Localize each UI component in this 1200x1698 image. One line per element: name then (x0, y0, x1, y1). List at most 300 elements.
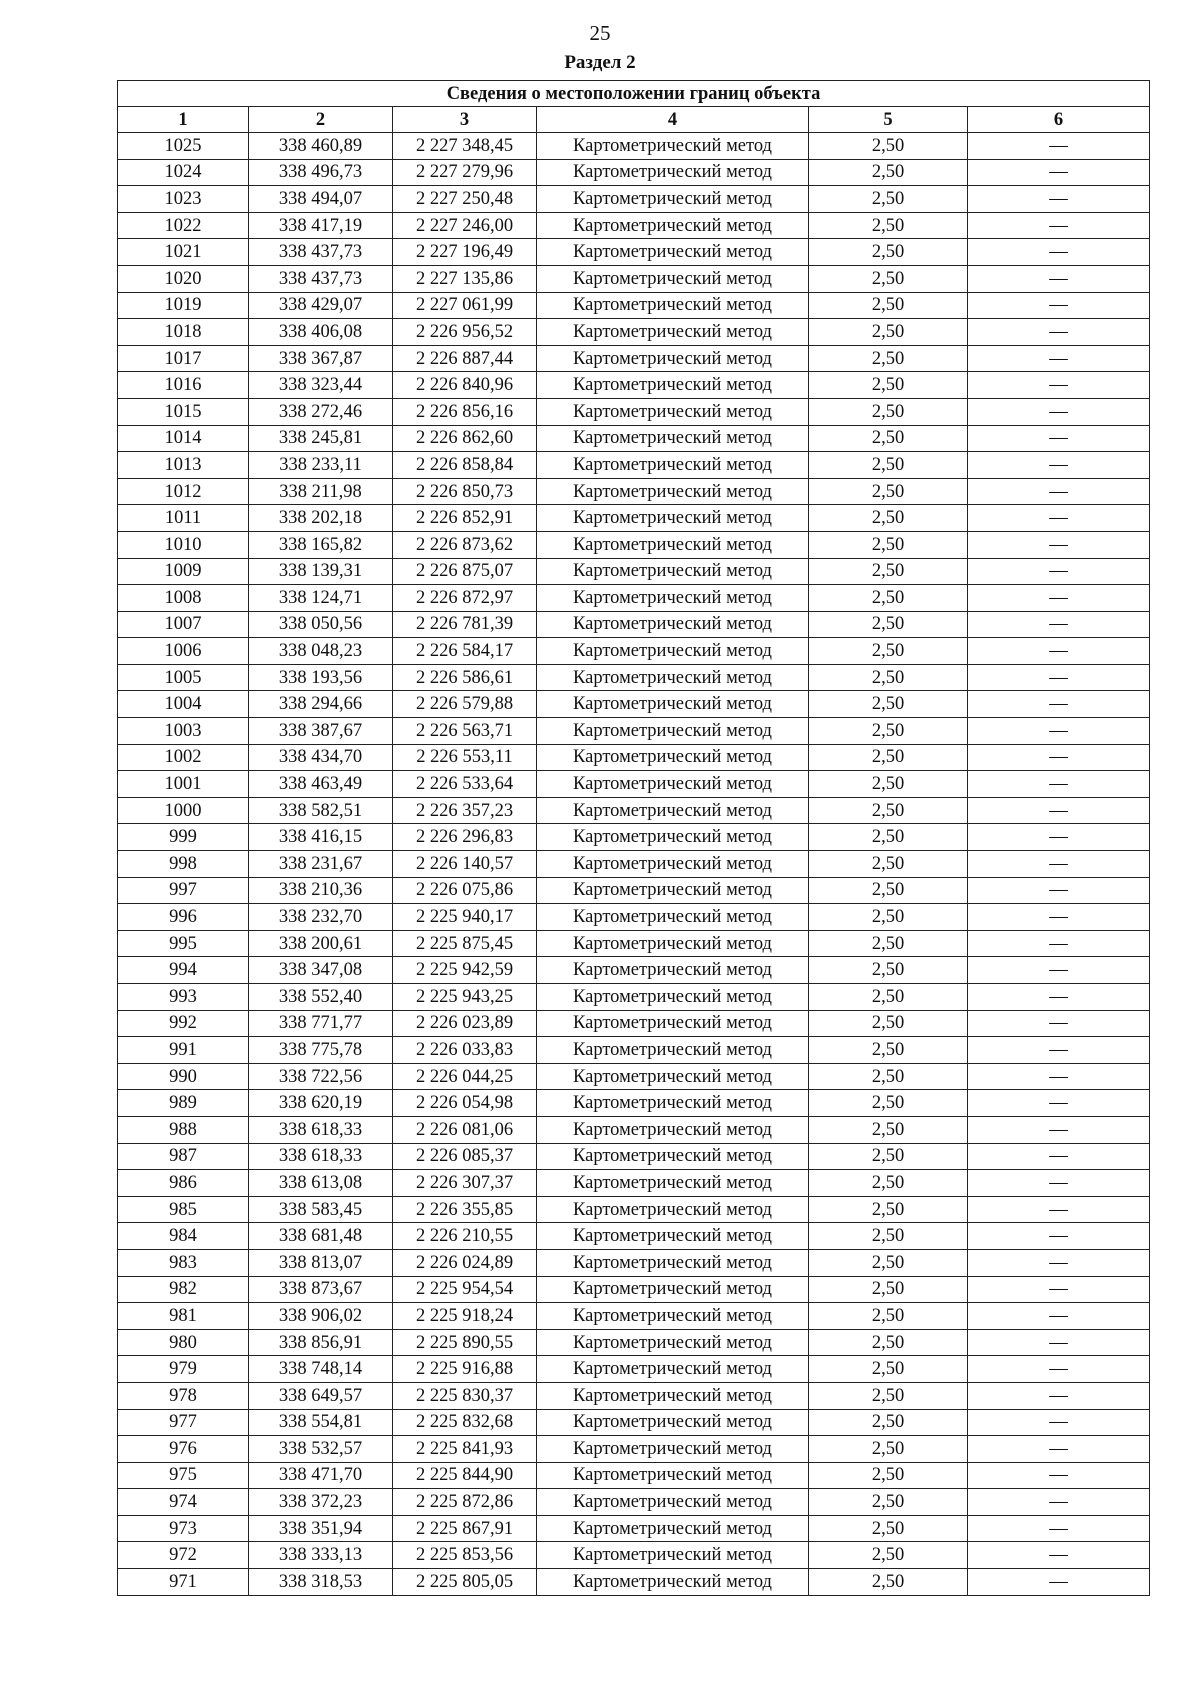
point-number-cell: 978 (118, 1382, 249, 1409)
x-coordinate-cell: 338 471,70 (249, 1462, 393, 1489)
method-cell: Картометрический метод (537, 398, 809, 425)
table-body (118, 133, 1150, 1596)
y-coordinate-cell: 2 225 867,91 (393, 1515, 537, 1542)
y-coordinate-cell: 2 225 940,17 (393, 904, 537, 931)
point-number-cell: 996 (118, 904, 249, 931)
x-coordinate-cell: 338 318,53 (249, 1569, 393, 1596)
x-coordinate-cell: 338 618,33 (249, 1116, 393, 1143)
method-cell: Картометрический метод (537, 1249, 809, 1276)
accuracy-cell: 2,50 (809, 984, 968, 1011)
y-coordinate-cell: 2 226 858,84 (393, 452, 537, 479)
accuracy-cell: 2,50 (809, 691, 968, 718)
description-cell: — (968, 904, 1150, 931)
y-coordinate-cell: 2 225 875,45 (393, 930, 537, 957)
description-cell: — (968, 1196, 1150, 1223)
method-cell: Картометрический метод (537, 265, 809, 292)
x-coordinate-cell: 338 583,45 (249, 1196, 393, 1223)
y-coordinate-cell: 2 226 075,86 (393, 877, 537, 904)
table-row (118, 797, 1150, 824)
accuracy-cell: 2,50 (809, 1143, 968, 1170)
description-cell: — (968, 1249, 1150, 1276)
y-coordinate-cell: 2 226 862,60 (393, 425, 537, 452)
method-cell: Картометрический метод (537, 1010, 809, 1037)
accuracy-cell: 2,50 (809, 1382, 968, 1409)
point-number-cell: 980 (118, 1329, 249, 1356)
x-coordinate-cell: 338 532,57 (249, 1436, 393, 1463)
point-number-cell: 991 (118, 1037, 249, 1064)
x-coordinate-cell: 338 437,73 (249, 265, 393, 292)
point-number-cell: 1018 (118, 319, 249, 346)
point-number-cell: 1003 (118, 718, 249, 745)
point-number-cell: 985 (118, 1196, 249, 1223)
method-cell: Картометрический метод (537, 797, 809, 824)
table-row (118, 452, 1150, 479)
accuracy-cell: 2,50 (809, 1037, 968, 1064)
point-number-cell: 1009 (118, 558, 249, 585)
accuracy-cell: 2,50 (809, 1409, 968, 1436)
table-row (118, 1462, 1150, 1489)
accuracy-cell: 2,50 (809, 1515, 968, 1542)
accuracy-cell: 2,50 (809, 1276, 968, 1303)
accuracy-cell: 2,50 (809, 1303, 968, 1330)
point-number-cell: 1019 (118, 292, 249, 319)
description-cell: — (968, 1303, 1150, 1330)
description-cell: — (968, 1489, 1150, 1516)
accuracy-cell: 2,50 (809, 1569, 968, 1596)
method-cell: Картометрический метод (537, 452, 809, 479)
method-cell: Картометрический метод (537, 611, 809, 638)
x-coordinate-cell: 338 232,70 (249, 904, 393, 931)
point-number-cell: 993 (118, 984, 249, 1011)
accuracy-cell: 2,50 (809, 265, 968, 292)
table-row (118, 531, 1150, 558)
point-number-cell: 1022 (118, 212, 249, 239)
description-cell: — (968, 239, 1150, 266)
point-number-cell: 1000 (118, 797, 249, 824)
y-coordinate-cell: 2 226 044,25 (393, 1063, 537, 1090)
y-coordinate-cell: 2 226 850,73 (393, 478, 537, 505)
accuracy-cell: 2,50 (809, 877, 968, 904)
y-coordinate-cell: 2 227 135,86 (393, 265, 537, 292)
point-number-cell: 995 (118, 930, 249, 957)
x-coordinate-cell: 338 211,98 (249, 478, 393, 505)
point-number-cell: 983 (118, 1249, 249, 1276)
description-cell: — (968, 1569, 1150, 1596)
table-row (118, 398, 1150, 425)
accuracy-cell: 2,50 (809, 797, 968, 824)
point-number-cell: 986 (118, 1170, 249, 1197)
point-number-cell: 1006 (118, 638, 249, 665)
point-number-cell: 989 (118, 1090, 249, 1117)
table-row (118, 345, 1150, 372)
accuracy-cell: 2,50 (809, 531, 968, 558)
x-coordinate-cell: 338 351,94 (249, 1515, 393, 1542)
method-cell: Картометрический метод (537, 877, 809, 904)
point-number-cell: 972 (118, 1542, 249, 1569)
description-cell: — (968, 398, 1150, 425)
y-coordinate-cell: 2 226 852,91 (393, 505, 537, 532)
description-cell: — (968, 133, 1150, 160)
method-cell: Картометрический метод (537, 239, 809, 266)
x-coordinate-cell: 338 620,19 (249, 1090, 393, 1117)
table-row (118, 159, 1150, 186)
point-number-cell: 1001 (118, 771, 249, 798)
y-coordinate-cell: 2 226 872,97 (393, 585, 537, 612)
point-number-cell: 1008 (118, 585, 249, 612)
point-number-cell: 1024 (118, 159, 249, 186)
point-number-cell: 984 (118, 1223, 249, 1250)
x-coordinate-cell: 338 429,07 (249, 292, 393, 319)
x-coordinate-cell: 338 552,40 (249, 984, 393, 1011)
accuracy-cell: 2,50 (809, 718, 968, 745)
description-cell: — (968, 212, 1150, 239)
table-row (118, 1063, 1150, 1090)
table-row (118, 186, 1150, 213)
boundary-coordinates-table (117, 80, 1150, 1596)
table-row (118, 957, 1150, 984)
table-row (118, 292, 1150, 319)
x-coordinate-cell: 338 272,46 (249, 398, 393, 425)
point-number-cell: 1007 (118, 611, 249, 638)
x-coordinate-cell: 338 231,67 (249, 851, 393, 878)
y-coordinate-cell: 2 226 296,83 (393, 824, 537, 851)
description-cell: — (968, 1037, 1150, 1064)
method-cell: Картометрический метод (537, 1409, 809, 1436)
x-coordinate-cell: 338 139,31 (249, 558, 393, 585)
x-coordinate-cell: 338 494,07 (249, 186, 393, 213)
description-cell: — (968, 1436, 1150, 1463)
description-cell: — (968, 505, 1150, 532)
y-coordinate-cell: 2 226 357,23 (393, 797, 537, 824)
point-number-cell: 979 (118, 1356, 249, 1383)
description-cell: — (968, 1542, 1150, 1569)
y-coordinate-cell: 2 226 081,06 (393, 1116, 537, 1143)
y-coordinate-cell: 2 225 918,24 (393, 1303, 537, 1330)
x-coordinate-cell: 338 554,81 (249, 1409, 393, 1436)
y-coordinate-cell: 2 226 533,64 (393, 771, 537, 798)
point-number-cell: 994 (118, 957, 249, 984)
accuracy-cell: 2,50 (809, 133, 968, 160)
accuracy-cell: 2,50 (809, 505, 968, 532)
description-cell: — (968, 372, 1150, 399)
point-number-cell: 992 (118, 1010, 249, 1037)
table-row (118, 239, 1150, 266)
method-cell: Картометрический метод (537, 159, 809, 186)
accuracy-cell: 2,50 (809, 824, 968, 851)
method-cell: Картометрический метод (537, 1063, 809, 1090)
description-cell: — (968, 1143, 1150, 1170)
point-number-cell: 974 (118, 1489, 249, 1516)
method-cell: Картометрический метод (537, 531, 809, 558)
point-number-cell: 1005 (118, 664, 249, 691)
accuracy-cell: 2,50 (809, 930, 968, 957)
method-cell: Картометрический метод (537, 1276, 809, 1303)
table-row (118, 718, 1150, 745)
accuracy-cell: 2,50 (809, 1329, 968, 1356)
accuracy-cell: 2,50 (809, 425, 968, 452)
method-cell: Картометрический метод (537, 930, 809, 957)
method-cell: Картометрический метод (537, 771, 809, 798)
description-cell: — (968, 478, 1150, 505)
description-cell: — (968, 664, 1150, 691)
accuracy-cell: 2,50 (809, 1462, 968, 1489)
y-coordinate-cell: 2 225 916,88 (393, 1356, 537, 1383)
point-number-cell: 1010 (118, 531, 249, 558)
method-cell: Картометрический метод (537, 1382, 809, 1409)
x-coordinate-cell: 338 193,56 (249, 664, 393, 691)
method-cell: Картометрический метод (537, 186, 809, 213)
method-cell: Картометрический метод (537, 1143, 809, 1170)
accuracy-cell: 2,50 (809, 1542, 968, 1569)
description-cell: — (968, 1329, 1150, 1356)
y-coordinate-cell: 2 225 942,59 (393, 957, 537, 984)
y-coordinate-cell: 2 225 832,68 (393, 1409, 537, 1436)
point-number-cell: 971 (118, 1569, 249, 1596)
point-number-cell: 976 (118, 1436, 249, 1463)
description-cell: — (968, 159, 1150, 186)
y-coordinate-cell: 2 226 355,85 (393, 1196, 537, 1223)
method-cell: Картометрический метод (537, 478, 809, 505)
method-cell: Картометрический метод (537, 904, 809, 931)
table-row (118, 930, 1150, 957)
point-number-cell: 1012 (118, 478, 249, 505)
y-coordinate-cell: 2 225 830,37 (393, 1382, 537, 1409)
method-cell: Картометрический метод (537, 1329, 809, 1356)
y-coordinate-cell: 2 226 873,62 (393, 531, 537, 558)
y-coordinate-cell: 2 227 061,99 (393, 292, 537, 319)
x-coordinate-cell: 338 333,13 (249, 1542, 393, 1569)
y-coordinate-cell: 2 225 872,86 (393, 1489, 537, 1516)
table-row (118, 265, 1150, 292)
description-cell: — (968, 1170, 1150, 1197)
description-cell: — (968, 1462, 1150, 1489)
accuracy-cell: 2,50 (809, 186, 968, 213)
table-row (118, 1090, 1150, 1117)
x-coordinate-cell: 338 681,48 (249, 1223, 393, 1250)
column-number-header: 4 (537, 107, 809, 133)
x-coordinate-cell: 338 233,11 (249, 452, 393, 479)
column-number-header: 5 (809, 107, 968, 133)
y-coordinate-cell: 2 225 841,93 (393, 1436, 537, 1463)
method-cell: Картометрический метод (537, 691, 809, 718)
point-number-cell: 1014 (118, 425, 249, 452)
description-cell: — (968, 345, 1150, 372)
table-row (118, 1223, 1150, 1250)
x-coordinate-cell: 338 417,19 (249, 212, 393, 239)
x-coordinate-cell: 338 200,61 (249, 930, 393, 957)
accuracy-cell: 2,50 (809, 239, 968, 266)
x-coordinate-cell: 338 434,70 (249, 744, 393, 771)
accuracy-cell: 2,50 (809, 292, 968, 319)
description-cell: — (968, 691, 1150, 718)
column-number-header: 2 (249, 107, 393, 133)
description-cell: — (968, 585, 1150, 612)
method-cell: Картометрический метод (537, 133, 809, 160)
accuracy-cell: 2,50 (809, 638, 968, 665)
method-cell: Картометрический метод (537, 372, 809, 399)
y-coordinate-cell: 2 227 196,49 (393, 239, 537, 266)
x-coordinate-cell: 338 748,14 (249, 1356, 393, 1383)
method-cell: Картометрический метод (537, 1196, 809, 1223)
y-coordinate-cell: 2 227 250,48 (393, 186, 537, 213)
accuracy-cell: 2,50 (809, 1196, 968, 1223)
point-number-cell: 999 (118, 824, 249, 851)
method-cell: Картометрический метод (537, 1515, 809, 1542)
y-coordinate-cell: 2 226 586,61 (393, 664, 537, 691)
accuracy-cell: 2,50 (809, 1489, 968, 1516)
description-cell: — (968, 265, 1150, 292)
description-cell: — (968, 718, 1150, 745)
y-coordinate-cell: 2 226 085,37 (393, 1143, 537, 1170)
accuracy-cell: 2,50 (809, 452, 968, 479)
x-coordinate-cell: 338 124,71 (249, 585, 393, 612)
y-coordinate-cell: 2 227 246,00 (393, 212, 537, 239)
accuracy-cell: 2,50 (809, 159, 968, 186)
point-number-cell: 1020 (118, 265, 249, 292)
description-cell: — (968, 1515, 1150, 1542)
y-coordinate-cell: 2 226 023,89 (393, 1010, 537, 1037)
description-cell: — (968, 611, 1150, 638)
y-coordinate-cell: 2 225 844,90 (393, 1462, 537, 1489)
table-row (118, 1116, 1150, 1143)
x-coordinate-cell: 338 771,77 (249, 1010, 393, 1037)
description-cell: — (968, 1116, 1150, 1143)
y-coordinate-cell: 2 226 553,11 (393, 744, 537, 771)
description-cell: — (968, 1382, 1150, 1409)
description-cell: — (968, 531, 1150, 558)
y-coordinate-cell: 2 227 279,96 (393, 159, 537, 186)
x-coordinate-cell: 338 050,56 (249, 611, 393, 638)
y-coordinate-cell: 2 226 840,96 (393, 372, 537, 399)
method-cell: Картометрический метод (537, 1542, 809, 1569)
accuracy-cell: 2,50 (809, 664, 968, 691)
x-coordinate-cell: 338 245,81 (249, 425, 393, 452)
table-row (118, 771, 1150, 798)
description-cell: — (968, 877, 1150, 904)
table-row (118, 1569, 1150, 1596)
accuracy-cell: 2,50 (809, 585, 968, 612)
table-row (118, 1303, 1150, 1330)
accuracy-cell: 2,50 (809, 1356, 968, 1383)
y-coordinate-cell: 2 225 890,55 (393, 1329, 537, 1356)
accuracy-cell: 2,50 (809, 398, 968, 425)
method-cell: Картометрический метод (537, 1223, 809, 1250)
x-coordinate-cell: 338 856,91 (249, 1329, 393, 1356)
table-row (118, 691, 1150, 718)
x-coordinate-cell: 338 618,33 (249, 1143, 393, 1170)
accuracy-cell: 2,50 (809, 904, 968, 931)
column-number-header: 1 (118, 107, 249, 133)
table-caption: Сведения о местоположении границ объекта (118, 81, 1150, 107)
y-coordinate-cell: 2 226 956,52 (393, 319, 537, 346)
accuracy-cell: 2,50 (809, 558, 968, 585)
table-row (118, 425, 1150, 452)
description-cell: — (968, 1010, 1150, 1037)
table-row (118, 904, 1150, 931)
table-row (118, 664, 1150, 691)
point-number-cell: 988 (118, 1116, 249, 1143)
table-row (118, 1515, 1150, 1542)
accuracy-cell: 2,50 (809, 212, 968, 239)
table-row (118, 1489, 1150, 1516)
method-cell: Картометрический метод (537, 1303, 809, 1330)
x-coordinate-cell: 338 210,36 (249, 877, 393, 904)
x-coordinate-cell: 338 496,73 (249, 159, 393, 186)
table-row (118, 558, 1150, 585)
method-cell: Картометрический метод (537, 345, 809, 372)
point-number-cell: 975 (118, 1462, 249, 1489)
y-coordinate-cell: 2 225 805,05 (393, 1569, 537, 1596)
accuracy-cell: 2,50 (809, 372, 968, 399)
y-coordinate-cell: 2 226 210,55 (393, 1223, 537, 1250)
x-coordinate-cell: 338 722,56 (249, 1063, 393, 1090)
point-number-cell: 987 (118, 1143, 249, 1170)
table-row (118, 1249, 1150, 1276)
column-number-header: 6 (968, 107, 1150, 133)
point-number-cell: 997 (118, 877, 249, 904)
method-cell: Картометрический метод (537, 212, 809, 239)
accuracy-cell: 2,50 (809, 1170, 968, 1197)
x-coordinate-cell: 338 048,23 (249, 638, 393, 665)
table-row (118, 984, 1150, 1011)
table-row (118, 1037, 1150, 1064)
method-cell: Картометрический метод (537, 1436, 809, 1463)
method-cell: Картометрический метод (537, 824, 809, 851)
point-number-cell: 982 (118, 1276, 249, 1303)
accuracy-cell: 2,50 (809, 1063, 968, 1090)
accuracy-cell: 2,50 (809, 1116, 968, 1143)
method-cell: Картометрический метод (537, 585, 809, 612)
method-cell: Картометрический метод (537, 664, 809, 691)
section-title: Раздел 2 (564, 52, 636, 73)
table-row (118, 1196, 1150, 1223)
table-row (118, 1010, 1150, 1037)
table-row (118, 744, 1150, 771)
description-cell: — (968, 292, 1150, 319)
table-row (118, 611, 1150, 638)
description-cell: — (968, 851, 1150, 878)
method-cell: Картометрический метод (537, 957, 809, 984)
y-coordinate-cell: 2 225 954,54 (393, 1276, 537, 1303)
x-coordinate-cell: 338 582,51 (249, 797, 393, 824)
point-number-cell: 973 (118, 1515, 249, 1542)
description-cell: — (968, 824, 1150, 851)
point-number-cell: 998 (118, 851, 249, 878)
y-coordinate-cell: 2 226 033,83 (393, 1037, 537, 1064)
method-cell: Картометрический метод (537, 718, 809, 745)
y-coordinate-cell: 2 227 348,45 (393, 133, 537, 160)
x-coordinate-cell: 338 463,49 (249, 771, 393, 798)
x-coordinate-cell: 338 416,15 (249, 824, 393, 851)
x-coordinate-cell: 338 813,07 (249, 1249, 393, 1276)
x-coordinate-cell: 338 347,08 (249, 957, 393, 984)
point-number-cell: 1002 (118, 744, 249, 771)
method-cell: Картометрический метод (537, 638, 809, 665)
y-coordinate-cell: 2 226 579,88 (393, 691, 537, 718)
accuracy-cell: 2,50 (809, 1223, 968, 1250)
x-coordinate-cell: 338 775,78 (249, 1037, 393, 1064)
page-number: 25 (589, 21, 611, 45)
description-cell: — (968, 186, 1150, 213)
y-coordinate-cell: 2 226 563,71 (393, 718, 537, 745)
method-cell: Картометрический метод (537, 744, 809, 771)
description-cell: — (968, 984, 1150, 1011)
point-number-cell: 990 (118, 1063, 249, 1090)
accuracy-cell: 2,50 (809, 851, 968, 878)
description-cell: — (968, 1223, 1150, 1250)
accuracy-cell: 2,50 (809, 345, 968, 372)
y-coordinate-cell: 2 226 781,39 (393, 611, 537, 638)
